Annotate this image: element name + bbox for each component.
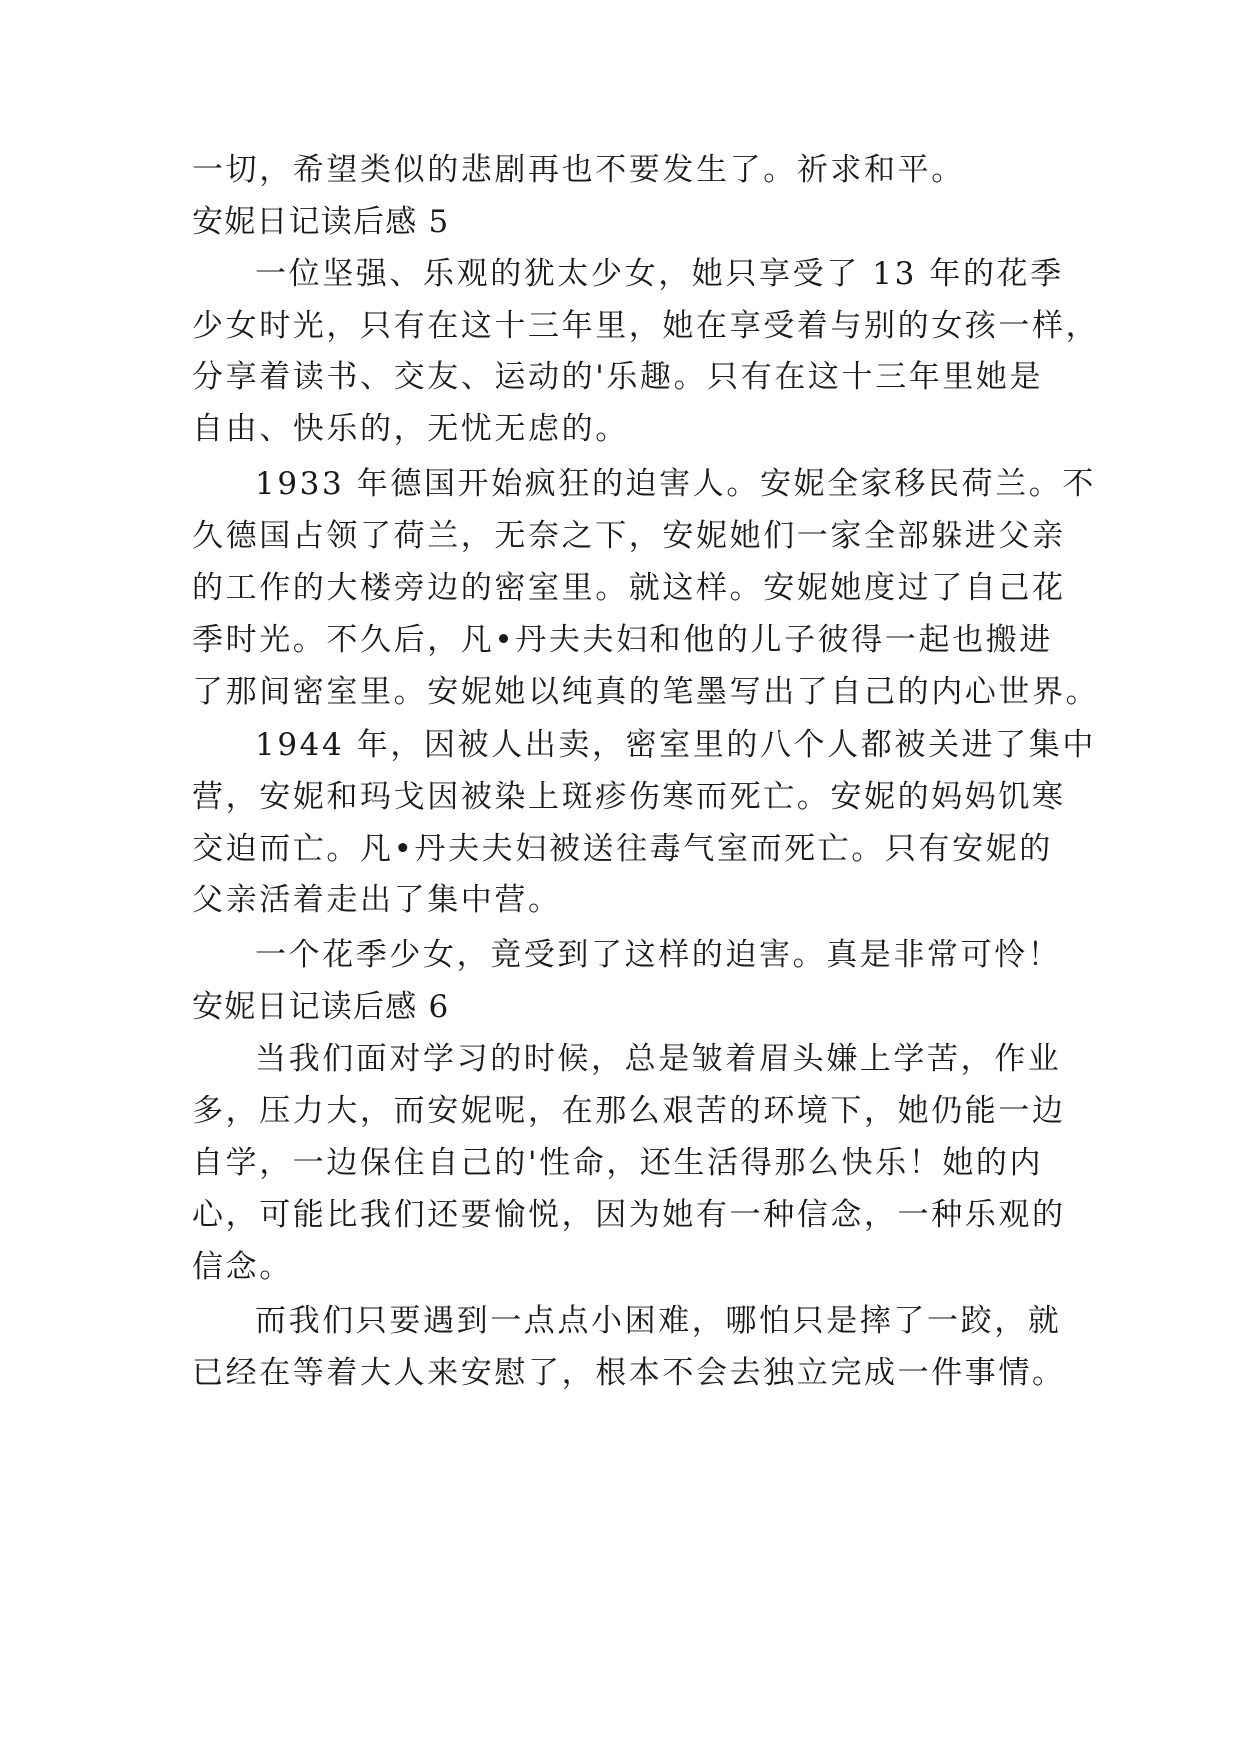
- text-line: 少女时光，只有在这十三年里，她在享受着与别的女孩一样，: [192, 308, 1100, 344]
- text-line: 季时光。不久后，凡•丹夫夫妇和他的儿子彼得一起也搬进: [192, 622, 1053, 658]
- text-line: 信念。: [192, 1249, 293, 1285]
- text-line: 营，安妮和玛戈因被染上斑疹伤寒而死亡。安妮的妈妈饥寒: [192, 779, 1066, 815]
- text-line: 多，压力大，而安妮呢，在那么艰苦的环境下，她仍能一边: [192, 1093, 1066, 1129]
- paragraph-first-line: 1944 年，因被人出卖，密室里的八个人都被关进了集中: [255, 727, 1096, 763]
- paragraph-first-line: 1933 年德国开始疯狂的迫害人。安妮全家移民荷兰。不: [255, 466, 1096, 502]
- text-line: 父亲活着走出了集中营。: [192, 882, 562, 918]
- text-line: 分享着读书、交友、运动的'乐趣。只有在这十三年里她是: [192, 359, 1044, 395]
- text-line: 久德国占领了荷兰，无奈之下，安妮她们一家全部躲进父亲: [192, 518, 1066, 554]
- text-line: 已经在等着大人来安慰了，根本不会去独立完成一件事情。: [192, 1355, 1066, 1391]
- paragraph-first-line: 一个花季少女，竟受到了这样的迫害。真是非常可怜！: [255, 937, 1062, 973]
- paragraph-first-line: 一位坚强、乐观的犹太少女，她只享受了 13 年的花季: [255, 256, 1064, 292]
- text-line: 了那间密室里。安妮她以纯真的笔墨写出了自己的内心世界。: [192, 674, 1100, 710]
- section-heading: 安妮日记读后感 6: [192, 989, 450, 1025]
- text-line: 自学，一边保住自己的'性命，还生活得那么快乐！她的内: [192, 1145, 1044, 1181]
- text-line: 交迫而亡。凡•丹夫夫妇被送往毒气室而死亡。只有安妮的: [192, 831, 1053, 867]
- text-line: 一切，希望类似的悲剧再也不要发生了。祈求和平。: [192, 152, 965, 188]
- text-line: 心，可能比我们还要愉悦，因为她有一种信念，一种乐观的: [192, 1197, 1066, 1233]
- section-heading: 安妮日记读后感 5: [192, 204, 450, 240]
- paragraph-first-line: 当我们面对学习的时候，总是皱着眉头嫌上学苦，作业: [255, 1041, 1062, 1077]
- paragraph-first-line: 而我们只要遇到一点点小困难，哪怕只是摔了一跤，就: [255, 1303, 1062, 1339]
- text-line: 自由、快乐的，无忧无虑的。: [192, 411, 629, 447]
- text-line: 的工作的大楼旁边的密室里。就这样。安妮她度过了自己花: [192, 570, 1066, 606]
